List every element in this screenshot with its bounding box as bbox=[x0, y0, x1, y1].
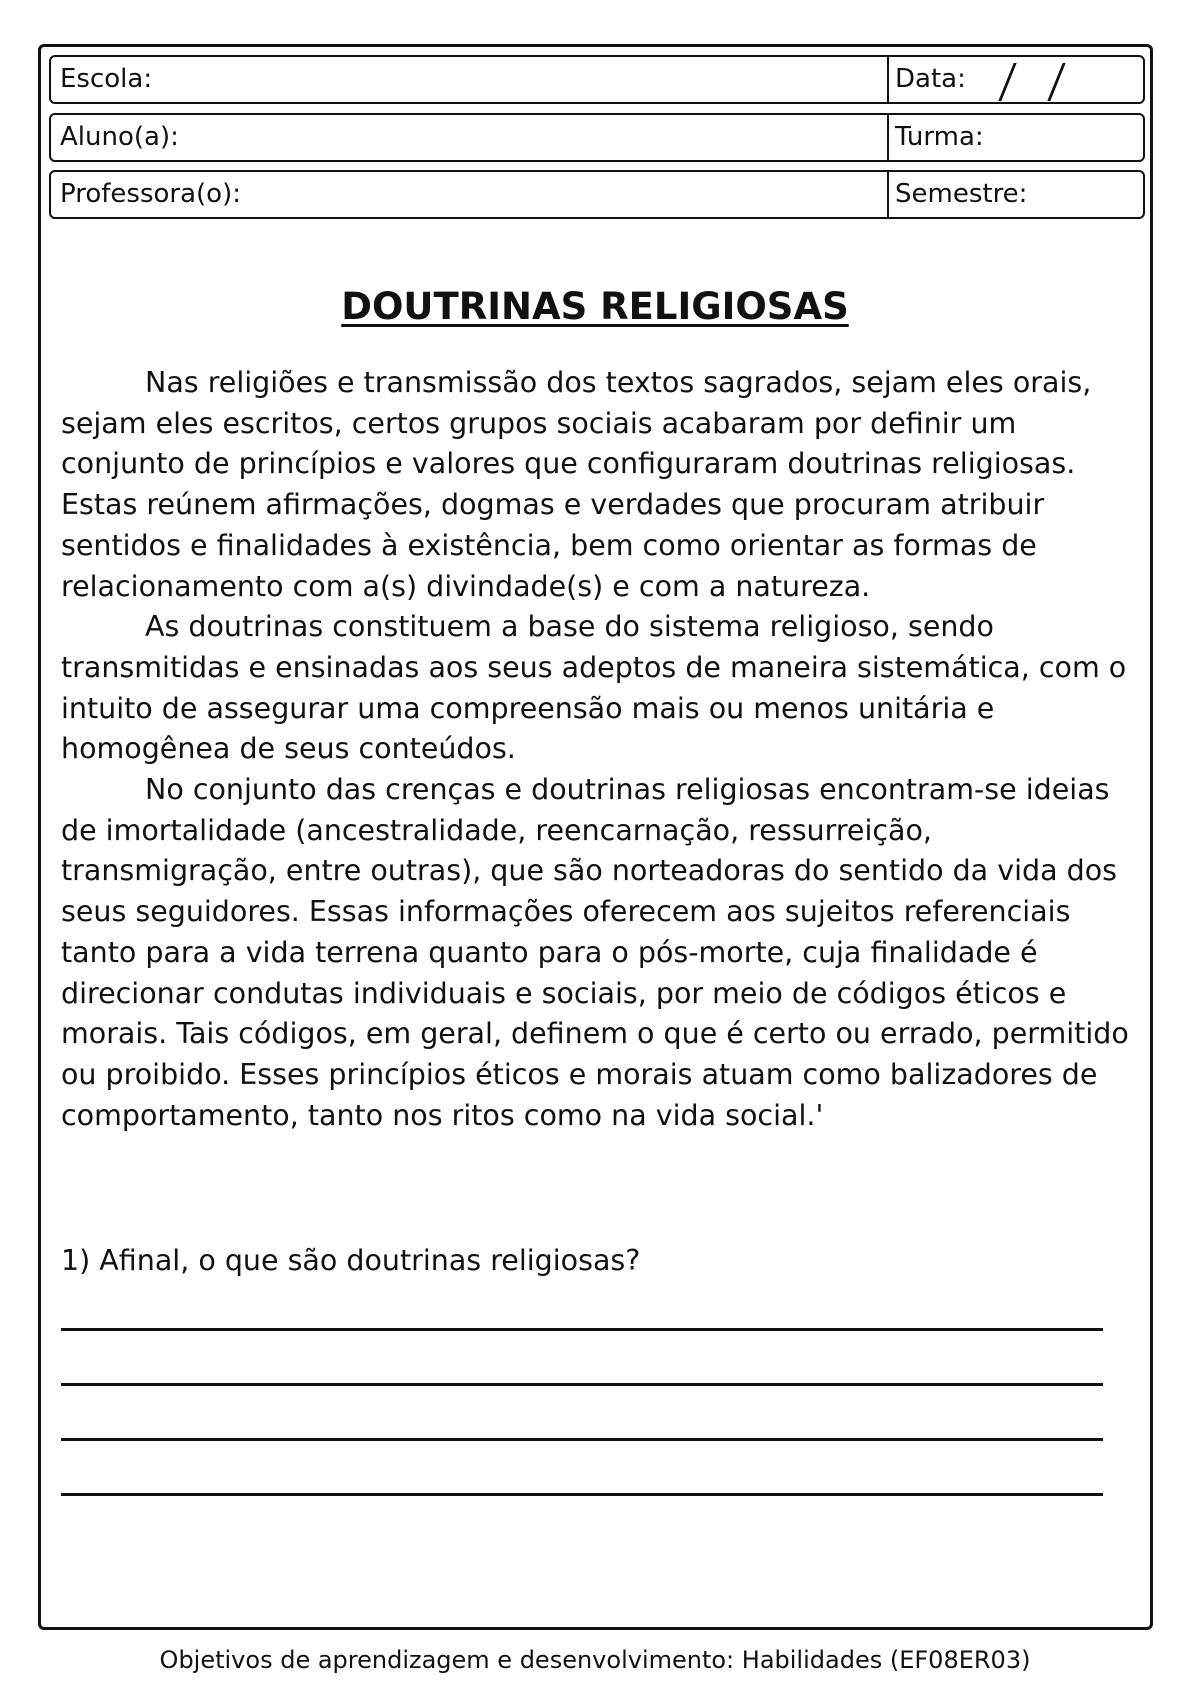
answer-line[interactable] bbox=[61, 1438, 1103, 1441]
student-label: Aluno(a): bbox=[60, 122, 179, 152]
answer-line[interactable] bbox=[61, 1328, 1103, 1331]
footer-objectives: Objetivos de aprendizagem e desenvolvimento: Habilidades (EF08ER03) bbox=[159, 1646, 1031, 1674]
student-field[interactable] bbox=[51, 115, 889, 160]
semester-label: Semestre: bbox=[895, 179, 1028, 209]
paragraph: As doutrinas constituem a base do sistema religioso, sendo transmitidas e ensinadas aos seus adeptos de maneira sistemática, com o intuito de assegurar uma compreensão mais ou menos unitária e homogênea de seus conteúdos. bbox=[61, 610, 1127, 766]
semester-field[interactable] bbox=[889, 172, 1143, 217]
date-label: Data: bbox=[895, 64, 966, 94]
answer-line[interactable] bbox=[61, 1493, 1103, 1496]
answer-line[interactable] bbox=[61, 1383, 1103, 1386]
date-separator bbox=[1047, 63, 1065, 101]
reading-text bbox=[61, 363, 1141, 1136]
school-field[interactable] bbox=[51, 57, 889, 102]
class-field[interactable] bbox=[889, 115, 1143, 160]
header-row-school bbox=[49, 55, 1145, 104]
date-separator bbox=[998, 63, 1016, 101]
question-1: 1) Afinal, o que são doutrinas religiosas? bbox=[61, 1244, 641, 1277]
page-title: DOUTRINAS RELIGIOSAS bbox=[341, 285, 849, 328]
paragraph: Nas religiões e transmissão dos textos sagrados, sejam eles orais, sejam eles escritos, certos grupos sociais acabaram por definir um conjunto de princípios e valores que configuraram doutrinas religiosas. Estas reúnem afirmações, dogmas e verdades que procuram atribuir sentidos e finalidades à existência, bem como orientar as formas de relacionamento com a(s) divindade(s) e com a natureza. bbox=[61, 366, 1092, 603]
school-label: Escola: bbox=[60, 64, 153, 94]
paragraph: No conjunto das crenças e doutrinas religiosas encontram-se ideias de imortalidade (ancestralidade, reencarnação, ressurreição, transmigração, entre outras), que são norteadoras do sentido da vida dos seus seguidores. Essas informações oferecem aos sujeitos referenciais tanto para a vida terrena quanto para o pós-morte, cuja finalidade é direcionar condutas individuais e sociais, por meio de códigos éticos e morais. Tais códigos, em geral, definem o que é certo ou errado, permitido ou proibido. Esses princípios éticos e morais atuam como balizadores de comportamento, tanto nos ritos como na vida social.' bbox=[61, 773, 1129, 1132]
date-field[interactable] bbox=[889, 57, 1143, 102]
class-label: Turma: bbox=[895, 122, 984, 152]
teacher-field[interactable] bbox=[51, 172, 889, 217]
header-row-student bbox=[49, 113, 1145, 162]
header-row-teacher bbox=[49, 170, 1145, 219]
teacher-label: Professora(o): bbox=[60, 179, 241, 209]
